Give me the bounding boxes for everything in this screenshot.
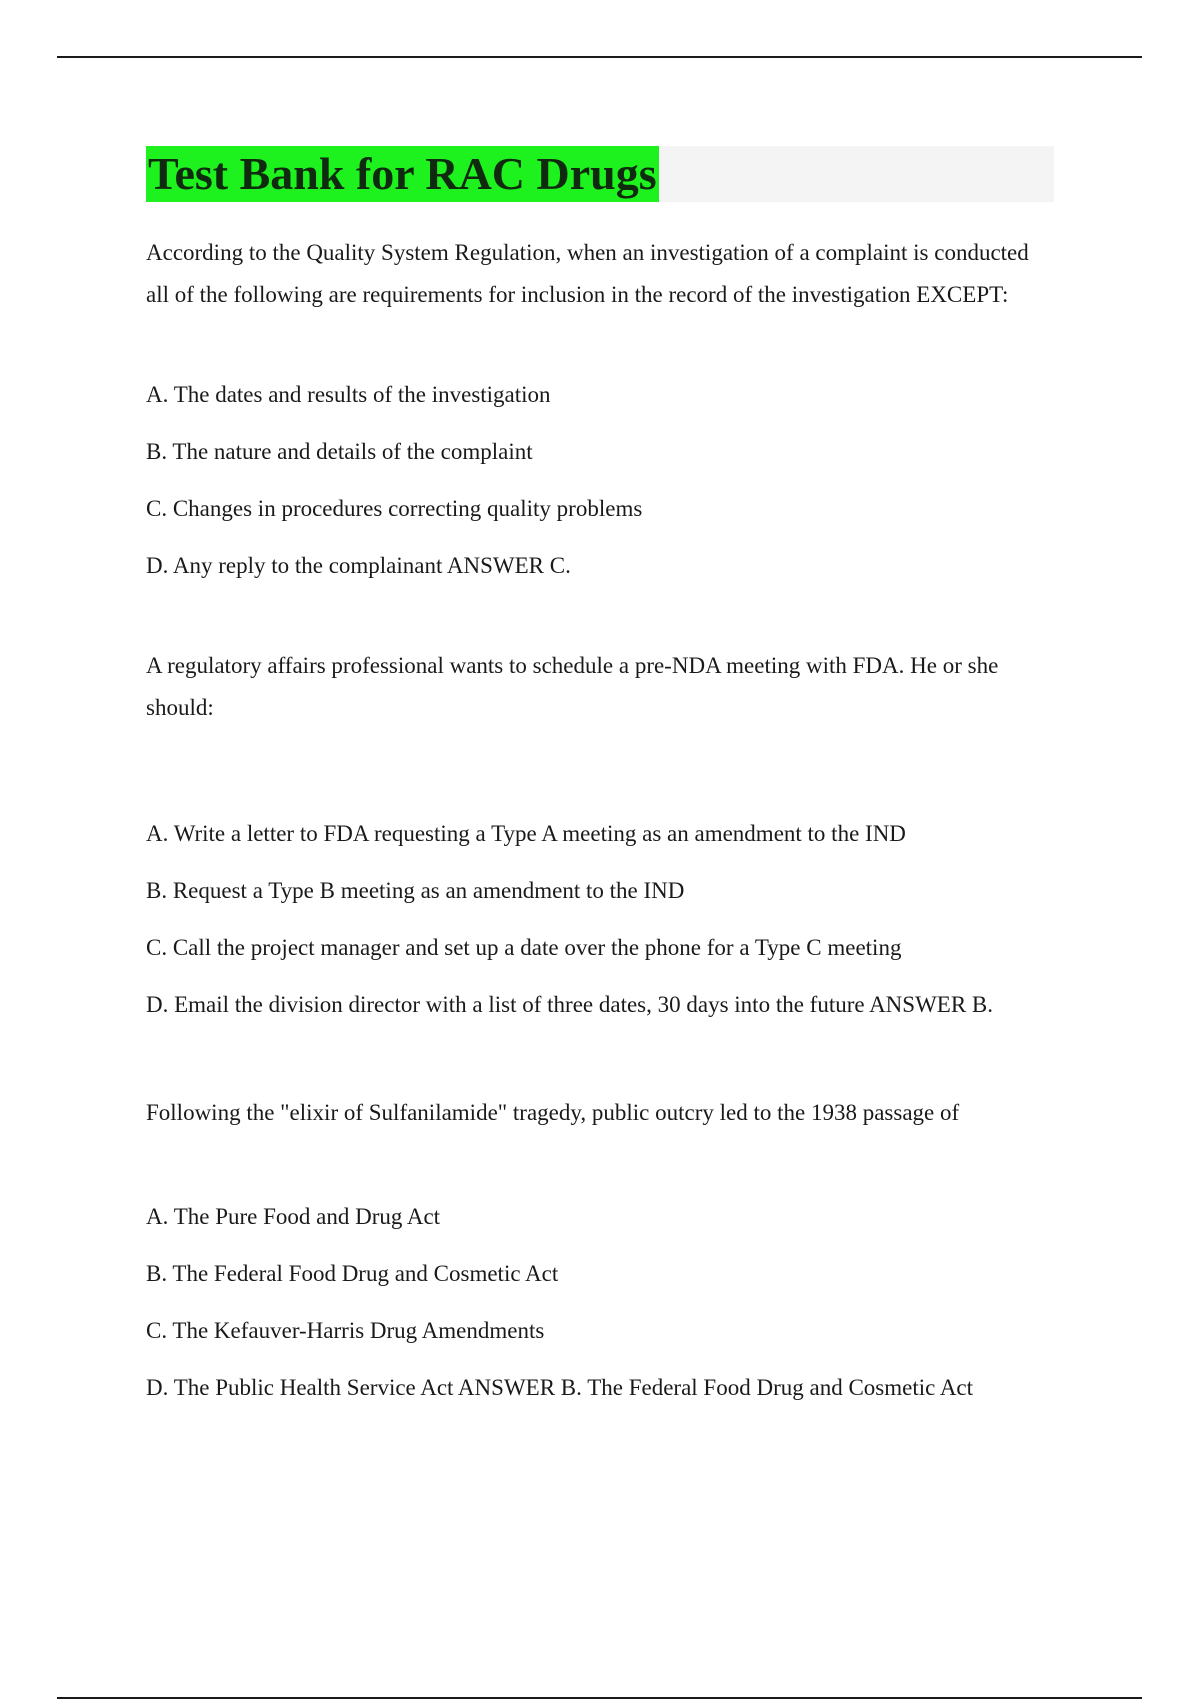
question-3-prompt: Following the "elixir of Sulfanilamide" tragedy, public outcry led to the 1938 passage of (146, 1100, 960, 1125)
bottom-rule (57, 1697, 1142, 1699)
question-1-prompt: According to the Quality System Regulation, when an investigation of a complaint is conducted all of the following are requirements for inclusion in the record of the investigation EXCEPT: (146, 240, 1029, 307)
question-2-option-b: B. Request a Type B meeting as an amendment to the IND (146, 878, 685, 903)
question-2-option-d: D. Email the division director with a list of three dates, 30 days into the future ANSWER B. (146, 992, 994, 1017)
question-3-option-d: D. The Public Health Service Act ANSWER B. The Federal Food Drug and Cosmetic Act (146, 1375, 974, 1400)
question-1-option-b: B. The nature and details of the complaint (146, 439, 533, 464)
question-3-options (146, 1202, 1056, 1403)
question-1-option-c: C. Changes in procedures correcting quality problems (146, 496, 643, 521)
question-2-options (146, 819, 1056, 1020)
question-3-option-c: C. The Kefauver-Harris Drug Amendments (146, 1318, 545, 1343)
document-title: Test Bank for RAC Drugs (146, 146, 659, 202)
top-rule (57, 56, 1142, 58)
question-3-option-b: B. The Federal Food Drug and Cosmetic Act (146, 1261, 559, 1286)
question-2-prompt: A regulatory affairs professional wants to schedule a pre-NDA meeting with FDA. He or she should: (146, 653, 999, 720)
question-3-option-a: A. The Pure Food and Drug Act (146, 1204, 441, 1229)
question-2-option-c: C. Call the project manager and set up a date over the phone for a Type C meeting (146, 935, 902, 960)
question-2-option-a: A. Write a letter to FDA requesting a Type A meeting as an amendment to the IND (146, 821, 906, 846)
question-1-option-a: A. The dates and results of the investigation (146, 382, 551, 407)
document-content (146, 146, 1056, 1403)
question-1-option-d: D. Any reply to the complainant ANSWER C. (146, 553, 571, 578)
question-1-options (146, 380, 1056, 581)
title-bar (146, 146, 1054, 202)
